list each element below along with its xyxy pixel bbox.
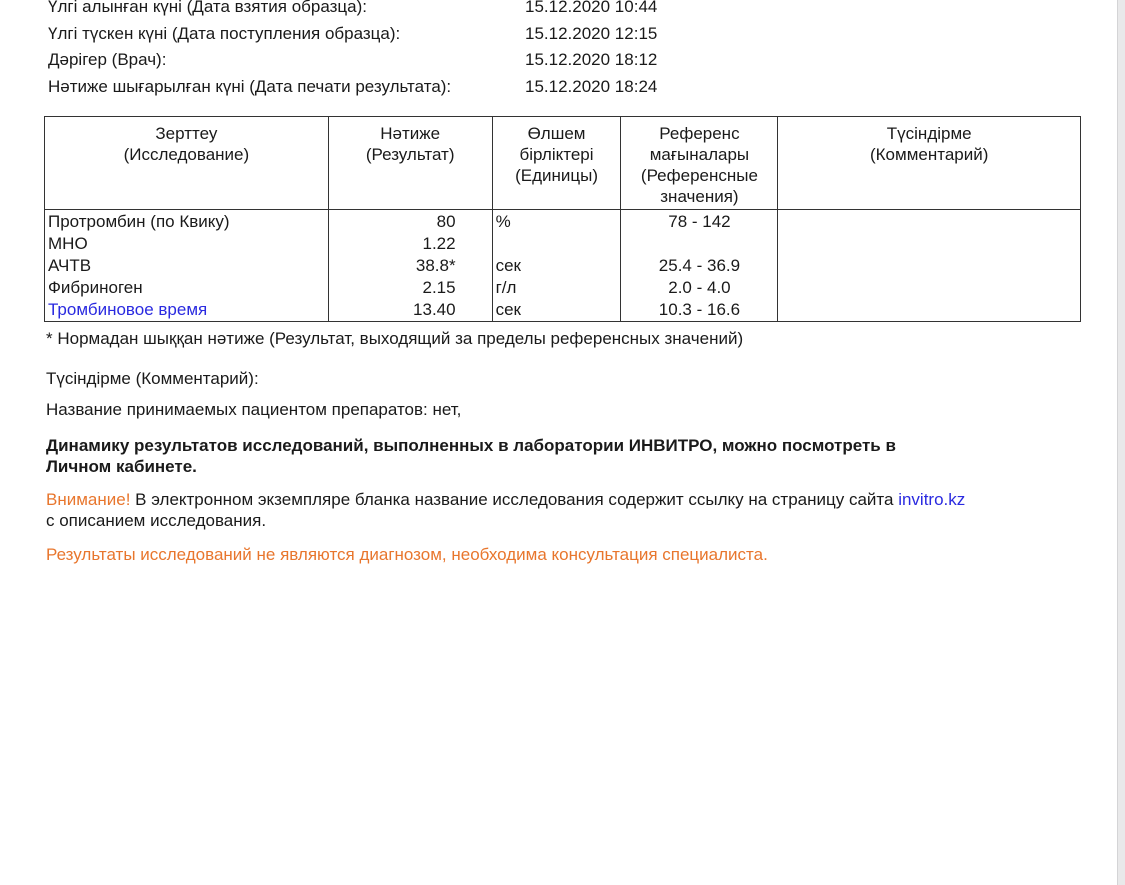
cell-unit: г/л [492, 277, 621, 299]
dynamics-line-2: Личном кабинете. [46, 457, 197, 476]
comment-label: Түсіндірме (Комментарий): [46, 369, 259, 388]
disclaimer: Результаты исследований не являются диагнозом, необходима консультация специалиста. [46, 545, 768, 564]
header-line: мағыналары [649, 145, 750, 164]
cell-comment [778, 233, 1081, 255]
cell-result: 38.8* [328, 255, 492, 277]
meta-label: Үлгі алынған күні (Дата взятия образца): [48, 0, 368, 16]
header-line: (Результат) [365, 145, 455, 164]
attention-label: Внимание! [46, 490, 131, 509]
header-line: Өлшем [527, 124, 586, 143]
cell-reference: 78 - 142 [621, 210, 778, 234]
cell-test: МНО [45, 233, 329, 255]
header-line: Нәтиже [380, 124, 441, 143]
meta-row [48, 23, 748, 50]
meta-row [48, 0, 748, 23]
header-line: (Комментарий) [869, 145, 989, 164]
header-study [45, 117, 329, 210]
dynamics-line-1: Динамику результатов исследований, выполненных в лаборатории ИНВИТРО, можно посмотреть в [46, 436, 896, 455]
cell-comment [778, 255, 1081, 277]
cell-result: 1.22 [328, 233, 492, 255]
meta-label: Үлгі түскен күні (Дата поступления образца): [48, 23, 401, 43]
meta-label: Дәрігер (Врач): [48, 50, 167, 69]
header-line: бірліктері [519, 145, 594, 164]
cell-result: 13.40 [328, 299, 492, 322]
cell-reference: 25.4 - 36.9 [621, 255, 778, 277]
cell-test: АЧТВ [45, 255, 329, 277]
sample-info [48, 0, 748, 102]
cell-test: Фибриноген [45, 277, 329, 299]
header-comment [778, 117, 1081, 210]
meta-value: 15.12.2020 10:44 [525, 0, 658, 16]
table-row [45, 255, 1081, 277]
invitro-link[interactable]: invitro.kz [898, 490, 966, 509]
cell-comment [778, 299, 1081, 322]
header-line: Түсіндірме [886, 124, 972, 143]
cell-comment [778, 210, 1081, 234]
cell-unit: сек [492, 299, 621, 322]
table-row [45, 277, 1081, 299]
table-row [45, 233, 1081, 255]
test-link-thrombin-time[interactable]: Тромбиновое время [45, 299, 329, 322]
meta-value: 15.12.2020 18:24 [525, 76, 658, 96]
header-reference [621, 117, 778, 210]
cell-unit: сек [492, 255, 621, 277]
table-row [45, 210, 1081, 234]
cell-unit: % [492, 210, 621, 234]
meta-value: 15.12.2020 18:12 [525, 50, 658, 69]
cell-reference [621, 233, 778, 255]
comment-text: Название принимаемых пациентом препаратов: нет, [46, 400, 462, 419]
table-header-row [45, 117, 1081, 210]
attention-text: В электронном экземпляре бланка название исследования содержит ссылку на страницу сайта [130, 490, 899, 509]
cell-test: Протромбин (по Квику) [45, 210, 329, 234]
attention-line-2: с описанием исследования. [46, 511, 267, 530]
attention-notice [46, 489, 965, 511]
cell-unit [492, 233, 621, 255]
meta-row [48, 76, 748, 103]
cell-reference: 10.3 - 16.6 [621, 299, 778, 322]
page-edge [1117, 0, 1125, 885]
table-row [45, 299, 1081, 322]
header-line: значения) [660, 187, 739, 206]
cell-comment [778, 277, 1081, 299]
cell-result: 80 [328, 210, 492, 234]
header-line: (Референсные [640, 166, 758, 185]
header-result [328, 117, 492, 210]
header-line: (Единицы) [515, 166, 598, 185]
meta-label: Нәтиже шығарылған күні (Дата печати результата): [48, 76, 452, 96]
cell-result: 2.15 [328, 277, 492, 299]
meta-row [48, 49, 748, 76]
header-units [492, 117, 621, 210]
header-line: (Исследование) [123, 145, 250, 164]
footnote: * Нормадан шыққан нәтиже (Результат, выходящий за пределы референсных значений) [46, 329, 744, 348]
header-line: Зерттеу [155, 124, 218, 143]
results-table [44, 116, 1081, 322]
header-line: Референс [659, 124, 740, 143]
meta-value: 15.12.2020 12:15 [525, 23, 658, 43]
cell-reference: 2.0 - 4.0 [621, 277, 778, 299]
